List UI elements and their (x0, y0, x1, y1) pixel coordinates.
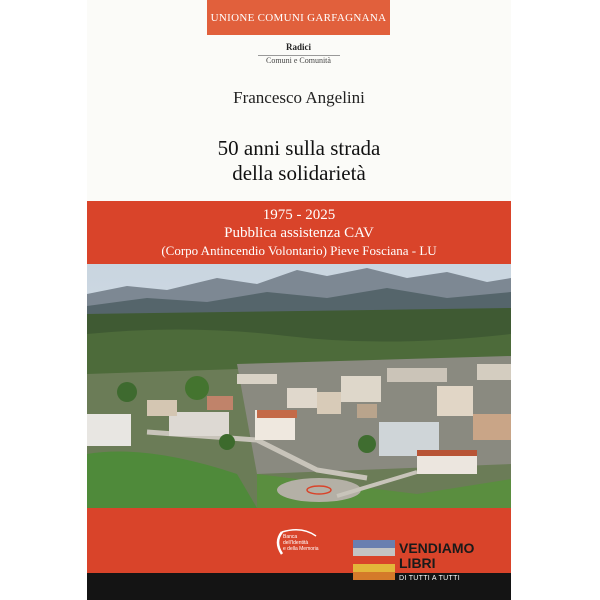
sticker-tagline: DI TUTTI A TUTTI (399, 575, 460, 582)
collection-name: Radici (285, 42, 311, 52)
book-author: Francesco Angelini (233, 88, 365, 107)
series-banner: UNIONE COMUNI GARFAGNANA (207, 0, 390, 35)
sticker-line1: VENDIAMO (399, 540, 475, 556)
band-text (87, 206, 511, 259)
book-title (87, 136, 511, 186)
sticker-line2: LIBRI (399, 555, 436, 571)
publisher-logo-line1: Banca dell'Identità (283, 534, 309, 546)
anniversary-years: 1975 - 2025 (262, 207, 336, 223)
aerial-town-photo (87, 264, 511, 508)
publisher-logo-text (283, 534, 323, 552)
book-title-line1: 50 anni sulla strada (217, 136, 381, 160)
book-title-line2: della solidarietà (232, 161, 366, 185)
organization-detail: (Corpo Antincendio Volontario) Pieve Fosciana - LU (161, 243, 437, 258)
sticker-title (399, 541, 474, 571)
organization-name: Pubblica assistenza CAV (224, 225, 374, 241)
collection-subtitle: Comuni e Comunità (266, 56, 331, 65)
sticker-flag-icon (353, 540, 395, 580)
publisher-logo-line2: e della Memoria (283, 546, 319, 552)
